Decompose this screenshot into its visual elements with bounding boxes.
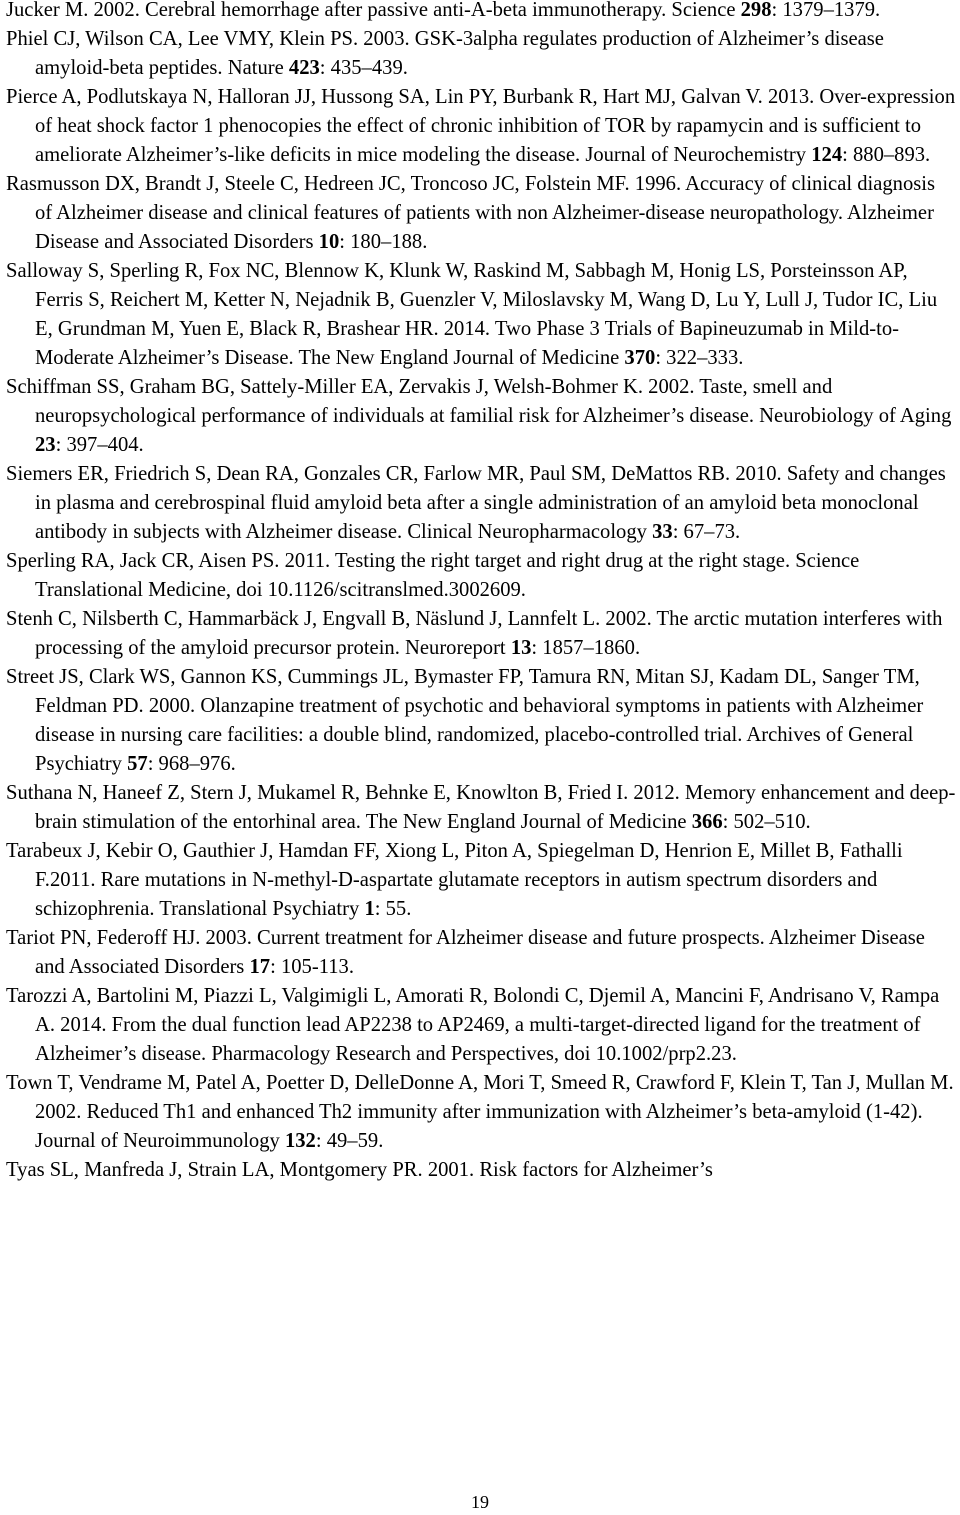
reference-item xyxy=(6,0,956,25)
reference-item xyxy=(6,1069,956,1156)
reference-item xyxy=(6,25,956,83)
reference-volume: 1 xyxy=(364,898,375,920)
reference-pages: : 180–188. xyxy=(339,231,428,253)
reference-pages: : 502–510. xyxy=(722,811,811,833)
reference-pages: : 1379–1379. xyxy=(771,0,881,21)
reference-text: Sperling RA, Jack CR, Aisen PS. 2011. Testing the right target and right drug at the right stage. Science Translational Medicine, doi 10.1126/scitranslmed.3002609. xyxy=(6,550,860,601)
reference-volume: 17 xyxy=(249,956,271,978)
reference-volume: 33 xyxy=(652,521,673,543)
reference-text: Siemers ER, Friedrich S, Dean RA, Gonzales CR, Farlow MR, Paul SM, DeMattos RB. 2010. Safety and changes in plasma and cerebrospinal fluid amyloid beta after a single administration of an amyloid beta monoclonal antibody in subjects with Alzheimer disease. Clinical Neuropharmacology xyxy=(6,463,946,543)
reference-item xyxy=(6,373,956,460)
reference-text: Salloway S, Sperling R, Fox NC, Blennow K, Klunk W, Raskind M, Sabbagh M, Honig LS, Porsteinsson AP, Ferris S, Reichert M, Ketter N, Nejadnik B, Guenzler V, Miloslavsky M, Wang D, Lu Y, Lull J, Tudor IC, Liu E, Grundman M, Yuen E, Black R, Brashear HR. 2014. Two Phase 3 Trials of Bapineuzumab in Mild-to-Moderate Alzheimer’s Disease. The New England Journal of Medicine xyxy=(6,260,938,369)
reference-text: Jucker M. 2002. Cerebral hemorrhage after passive anti-A-beta immunotherapy. Science xyxy=(6,0,741,21)
reference-text: Rasmusson DX, Brandt J, Steele C, Hedreen JC, Troncoso JC, Folstein MF. 1996. Accuracy of clinical diagnosis of Alzheimer disease and clinical features of patients with non Alzheimer-disease neuropathology. Alzheimer Disease and Associated Disorders xyxy=(6,173,936,253)
reference-text: Tyas SL, Manfreda J, Strain LA, Montgomery PR. 2001. Risk factors for Alzheimer’s xyxy=(6,1159,713,1181)
reference-pages: : 1857–1860. xyxy=(531,637,641,659)
reference-volume: 10 xyxy=(318,231,340,253)
reference-volume: 366 xyxy=(691,811,723,833)
reference-volume: 57 xyxy=(127,753,148,775)
reference-pages: : 397–404. xyxy=(55,434,144,456)
reference-item xyxy=(6,779,956,837)
reference-item xyxy=(6,547,956,605)
reference-text: Street JS, Clark WS, Gannon KS, Cummings JL, Bymaster FP, Tamura RN, Mitan SJ, Kadam DL, Sanger TM, Feldman PD. 2000. Olanzapine treatment of psychotic and behavioral symptoms in patients with Alzheimer disease in nursing care facilities: a double blind, randomized, placebo-controlled trial. Archives of General Psychiatry xyxy=(6,666,924,775)
reference-volume: 298 xyxy=(740,0,772,21)
reference-item xyxy=(6,83,956,170)
reference-text: Stenh C, Nilsberth C, Hammarbäck J, Engvall B, Näslund J, Lannfelt L. 2002. The arctic mutation interferes with processing of the amyloid precursor protein. Neuroreport xyxy=(6,608,943,659)
reference-list xyxy=(6,0,956,1185)
reference-volume: 132 xyxy=(284,1130,316,1152)
reference-item xyxy=(6,460,956,547)
reference-item xyxy=(6,1156,956,1185)
reference-item xyxy=(6,257,956,373)
reference-text: Tarabeux J, Kebir O, Gauthier J, Hamdan FF, Xiong L, Piton A, Spiegelman D, Henrion E, Millet B, Fathalli F.2011. Rare mutations in N-methyl-D-aspartate glutamate receptors in autism spectrum disorders and schizophrenia. Translational Psychiatry xyxy=(6,840,903,920)
reference-pages: : 55. xyxy=(374,898,412,920)
reference-volume: 124 xyxy=(811,144,843,166)
reference-pages: : 49–59. xyxy=(315,1130,384,1152)
reference-text: Schiffman SS, Graham BG, Sattely-Miller EA, Zervakis J, Welsh-Bohmer K. 2002. Taste, smell and neuropsychological performance of individuals at familial risk for Alzheimer’s disease. Neurobiology of Aging xyxy=(6,376,952,427)
reference-item xyxy=(6,663,956,779)
reference-volume: 13 xyxy=(510,637,532,659)
reference-text: Tarozzi A, Bartolini M, Piazzi L, Valgimigli L, Amorati R, Bolondi C, Djemil A, Mancini F, Andrisano V, Rampa A. 2014. From the dual function lead AP2238 to AP2469, a multi-target-directed ligand for the treatment of Alzheimer’s disease. Pharmacology Research and Perspectives, doi 10.1002/prp2.23. xyxy=(6,985,940,1065)
reference-text: Pierce A, Podlutskaya N, Halloran JJ, Hussong SA, Lin PY, Burbank R, Hart MJ, Galvan V. 2013. Over-expression of heat shock factor 1 phenocopies the effect of chronic inhibition of TOR by rapamycin and is sufficient to ameliorate Alzheimer’s-like deficits in mice modeling the disease. Journal of Neurochemistry xyxy=(6,86,956,166)
reference-pages: : 105-113. xyxy=(270,956,354,978)
reference-item xyxy=(6,837,956,924)
reference-item xyxy=(6,982,956,1069)
reference-item xyxy=(6,170,956,257)
reference-pages: : 880–893. xyxy=(842,144,931,166)
reference-text: Phiel CJ, Wilson CA, Lee VMY, Klein PS. 2003. GSK-3alpha regulates production of Alzheimer’s disease amyloid-beta peptides. Nature xyxy=(6,28,884,79)
reference-volume: 23 xyxy=(35,434,56,456)
reference-pages: : 322–333. xyxy=(655,347,744,369)
reference-volume: 370 xyxy=(624,347,656,369)
reference-text: Town T, Vendrame M, Patel A, Poetter D, DelleDonne A, Mori T, Smeed R, Crawford F, Klein T, Tan J, Mullan M. 2002. Reduced Th1 and enhanced Th2 immunity after immunization with Alzheimer’s beta-amyloid (1-42). Journal of Neuroimmunology xyxy=(6,1072,954,1152)
reference-pages: : 67–73. xyxy=(672,521,741,543)
reference-text: Suthana N, Haneef Z, Stern J, Mukamel R, Behnke E, Knowlton B, Fried I. 2012. Memory enhancement and deep-brain stimulation of the entorhinal area. The New England Journal of Medicine xyxy=(6,782,956,833)
reference-text: Tariot PN, Federoff HJ. 2003. Current treatment for Alzheimer disease and future prospects. Alzheimer Disease and Associated Disorders xyxy=(6,927,925,978)
reference-item xyxy=(6,924,956,982)
page-number: 19 xyxy=(471,1492,489,1512)
reference-item xyxy=(6,605,956,663)
reference-volume: 423 xyxy=(288,57,320,79)
reference-pages: : 968–976. xyxy=(147,753,236,775)
reference-pages: : 435–439. xyxy=(319,57,408,79)
